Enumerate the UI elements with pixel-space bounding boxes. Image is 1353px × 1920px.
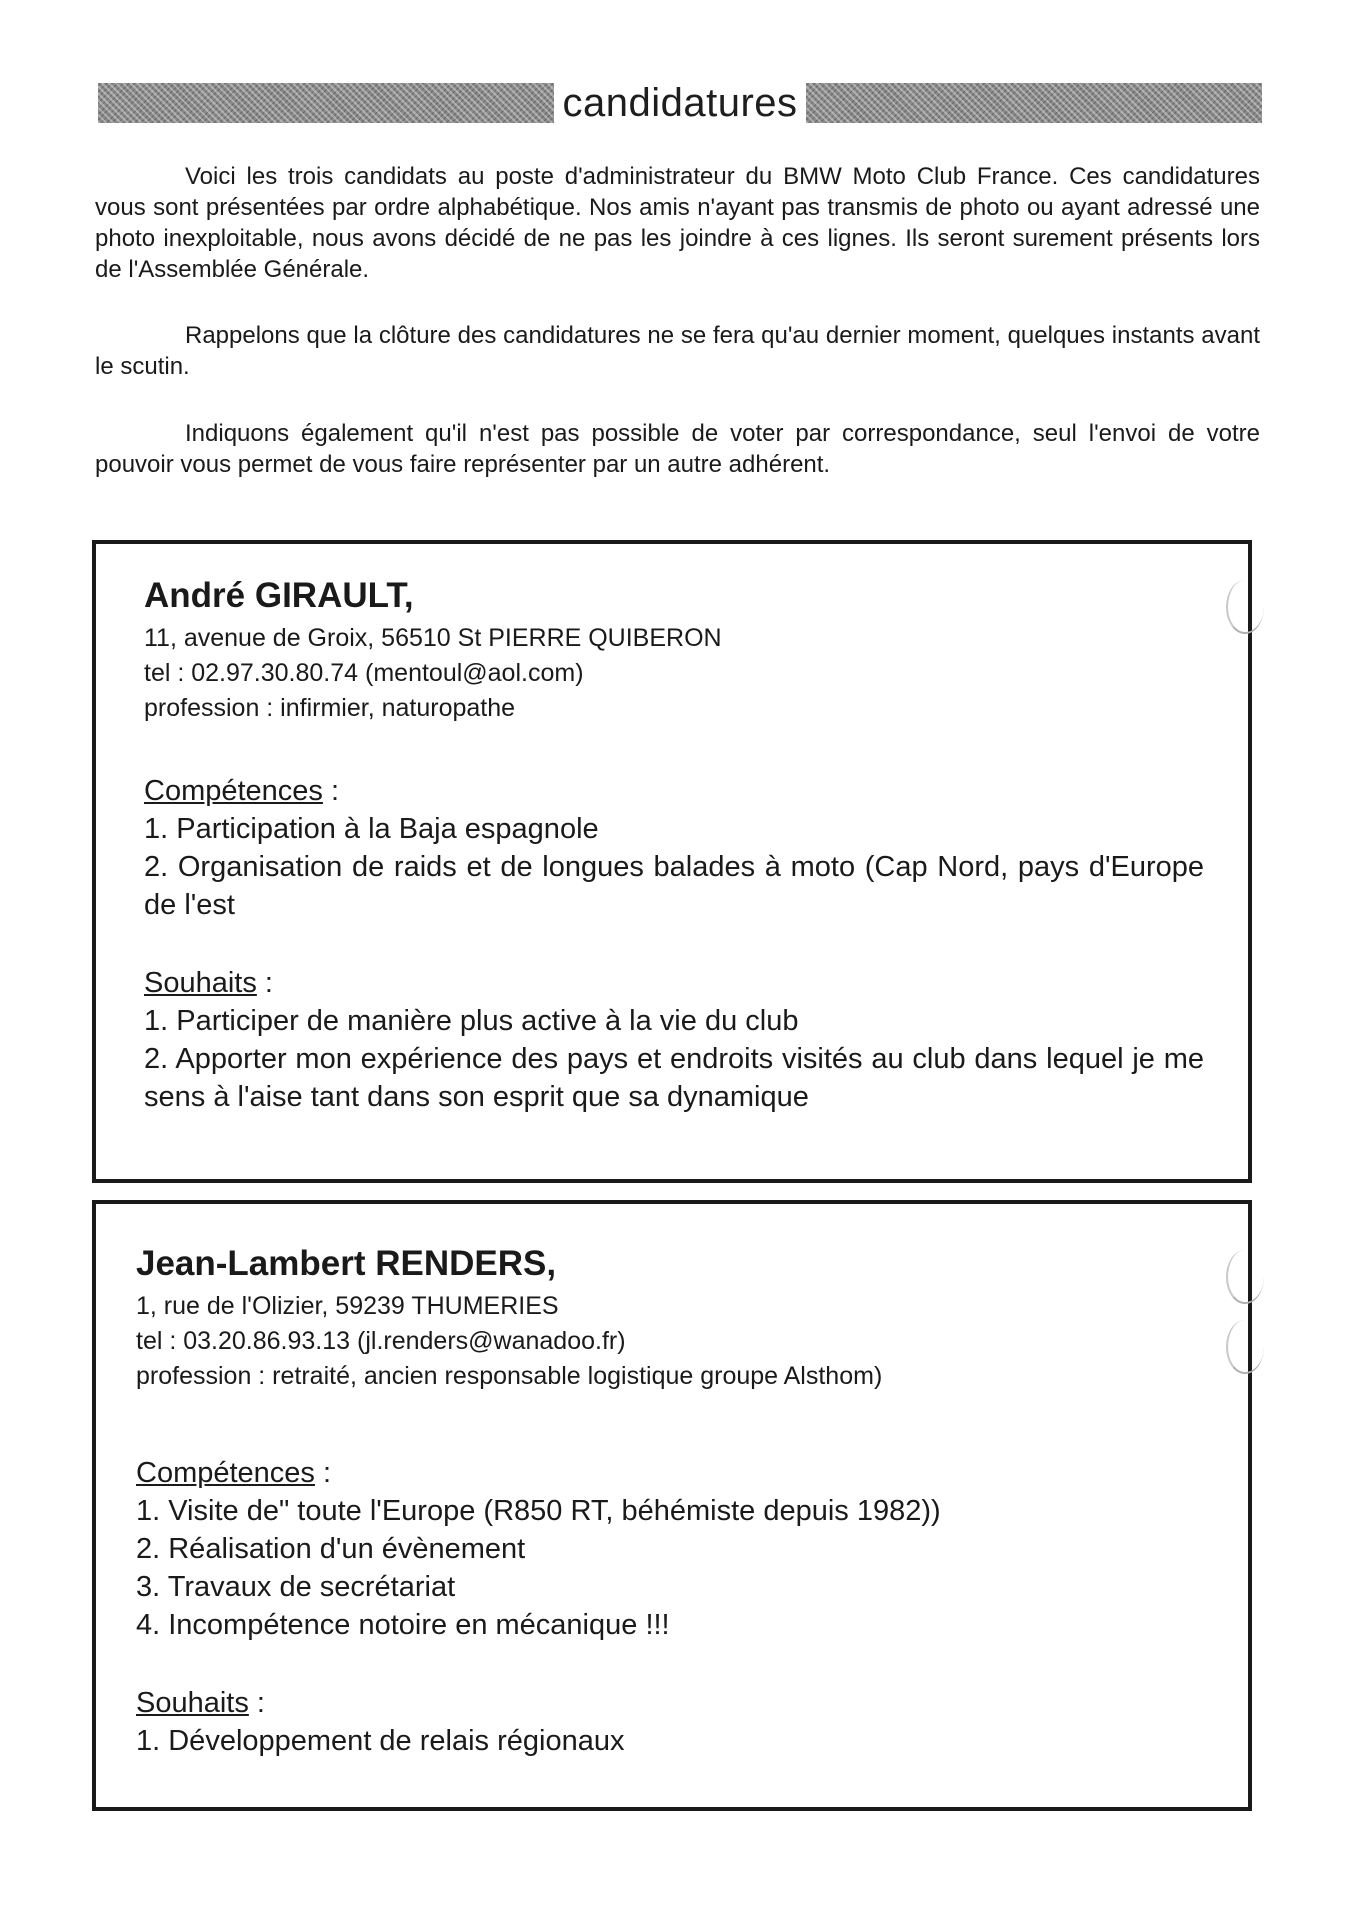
candidate-name: André GIRAULT, <box>144 576 414 615</box>
candidate-address: 11, avenue de Groix, 56510 St PIERRE QUIBERON <box>144 624 722 652</box>
competence-item: 2. Organisation de raids et de longues balades à moto (Cap Nord, pays d'Europe de l'est <box>144 851 1204 921</box>
binder-ring-mark <box>1226 580 1264 634</box>
competence-item: 2. Réalisation d'un évènement <box>136 1533 526 1565</box>
header-pattern-left <box>98 83 554 123</box>
intro-paragraph-1: Voici les trois candidats au poste d'administrateur du BMW Moto Club France. Ces candidatures vous sont présentées par ordre alphabétique. Nos amis n'ayant pas transmis de photo ou ayant adressé une photo inexploitable, nous avons décidé de ne pas les joindre à ces lignes. Ils seront surement présents lors de l'Assemblée Générale. <box>95 163 1260 283</box>
competence-item: 1. Visite de" toute l'Europe (R850 RT, béhémiste depuis 1982)) <box>136 1495 941 1527</box>
candidate-tel: tel : 03.20.86.93.13 (jl.renders@wanadoo.fr) <box>136 1327 626 1355</box>
souhaits-label: Souhaits <box>136 1687 249 1719</box>
intro-paragraph-3: Indiquons également qu'il n'est pas possible de voter par correspondance, seul l'envoi de votre pouvoir vous permet de vous faire représenter par un autre adhérent. <box>95 420 1260 478</box>
binder-ring-mark <box>1226 1250 1264 1304</box>
header-pattern-right <box>806 83 1262 123</box>
candidate-card-renders <box>92 1200 1252 1811</box>
intro-paragraph-2: Rappelons que la clôture des candidatures ne se fera qu'au dernier moment, quelques instants avant le scutin. <box>95 322 1260 380</box>
competence-item: 4. Incompétence notoire en mécanique !!! <box>136 1609 670 1641</box>
competences-section: Compétences : 1. Visite de" toute l'Europe (R850 RT, béhémiste depuis 1982)) 2. Réalisation d'un évènement 3. Travaux de secrétariat 4. Incompétence notoire en mécanique !!! <box>136 1454 1206 1644</box>
section-header <box>98 83 1262 123</box>
souhait-item: 2. Apporter mon expérience des pays et endroits visités au club dans lequel je me sens à l'aise tant dans son esprit que sa dynamique <box>144 1043 1204 1113</box>
competence-item: 1. Participation à la Baja espagnole <box>144 813 599 845</box>
candidate-card-girault <box>92 540 1252 1183</box>
souhaits-label: Souhaits <box>144 967 257 999</box>
competences-label: Compétences <box>144 775 323 807</box>
competence-item: 3. Travaux de secrétariat <box>136 1571 456 1603</box>
souhait-item: 1. Participer de manière plus active à la vie du club <box>144 1005 799 1037</box>
candidate-contact <box>144 621 722 726</box>
souhait-item: 1. Développement de relais régionaux <box>136 1725 625 1757</box>
candidate-contact <box>136 1289 882 1394</box>
souhaits-section: Souhaits : 1. Participer de manière plus active à la vie du club 2. Apporter mon expérience des pays et endroits visités au club dans lequel je me sens à l'aise tant dans son esprit que sa dynamique <box>144 964 1214 1116</box>
candidate-address: 1, rue de l'Olizier, 59239 THUMERIES <box>136 1292 559 1320</box>
candidate-tel: tel : 02.97.30.80.74 (mentoul@aol.com) <box>144 659 584 687</box>
candidate-name: Jean-Lambert RENDERS, <box>136 1244 557 1283</box>
competences-section: Compétences : 1. Participation à la Baja espagnole 2. Organisation de raids et de longues balades à moto (Cap Nord, pays d'Europe de l'est <box>144 772 1214 924</box>
candidate-profession: profession : infirmier, naturopathe <box>144 694 516 722</box>
competences-label: Compétences <box>136 1457 315 1489</box>
page-title: candidatures <box>554 83 805 123</box>
souhaits-section: Souhaits : 1. Développement de relais régionaux <box>136 1684 1206 1760</box>
binder-ring-mark <box>1226 1320 1264 1374</box>
candidate-profession: profession : retraité, ancien responsable logistique groupe Alsthom) <box>136 1362 883 1390</box>
